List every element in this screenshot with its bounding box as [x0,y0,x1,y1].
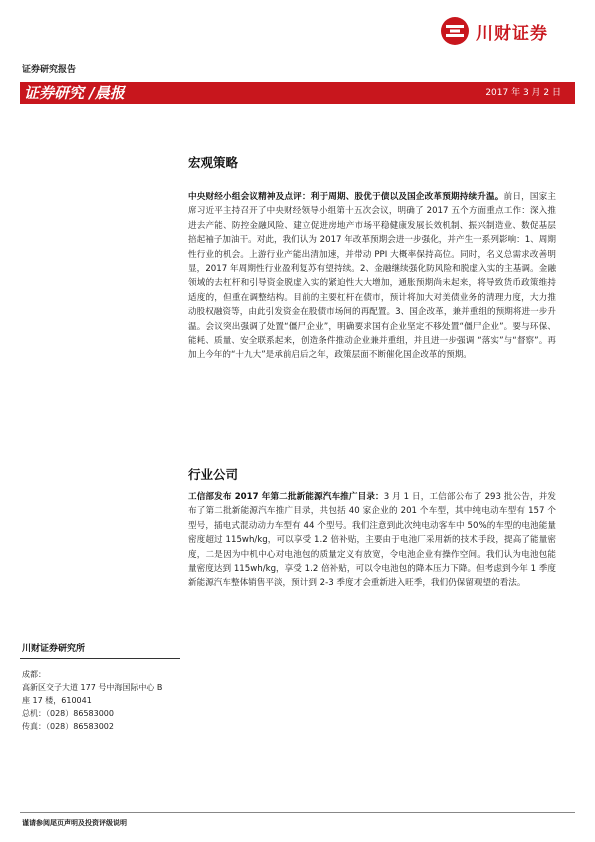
industry-body: 3 月 1 日，工信部公布了 293 批公告，并发布了第二批新能源汽车推广目录，共包括 40 家企业的 201 个车型，其中纯电动车型有 157 个型号，插电式混动动力车型有 44 个型号。我们注意到此次纯电动客车中 50%的车型的电池能量密度超过 115wh/kg，可以享受 1.2 倍补贴，主要由于电池厂采用新的技术手段，提高了能量密度，二是因为中机中心对电池包的质量定义有放宽，令电池企业有操作空间。我们认为电池包能量密度达到 115wh/kg，享受 1.2 倍补贴，可以令电池包的降本压力下降。但考虑到今年 1 季度新能源汽车整体销售平淡，预计到 2-3 季度才会重新进入旺季，我们仍保留观望的看法。 [188,492,556,589]
brand-name: 川财证券 [476,23,548,44]
fax-number: 传真：（028）86583002 [22,722,114,731]
section-heading-industry: 行业公司 [188,467,239,482]
footer-divider [20,812,575,813]
banner-title: 证券研究 /晨报 [24,84,125,102]
document-type: 证券研究报告 [22,65,77,75]
footer-disclaimer: 谨请参阅尾页声明及投资评级说明 [22,819,127,827]
report-banner [20,82,575,104]
address-line-2: 座 17 楼，610041 [22,696,92,705]
institute-title: 川财证券研究所 [22,644,86,654]
institute-address-block [22,668,162,733]
report-date: 2017 年 3 月 2 日 [485,88,561,98]
macro-lead: 中央财经小组会议精神及点评：利于周期、股优于债以及国企改革预期持续升温。 [188,192,504,202]
brand-logo [440,14,580,48]
macro-paragraph [188,190,556,363]
address-line-1: 高新区交子大道 177 号中海国际中心 B [22,683,163,692]
industry-lead: 工信部发布 2017 年第二批新能源汽车推广目录： [188,492,384,502]
address-city: 成都： [22,670,46,679]
industry-paragraph [188,490,556,591]
section-heading-macro: 宏观策略 [188,155,239,170]
macro-body: 前日，国家主席习近平主持召开了中央财经领导小组第十五次会议，明确了 2017 五个方面重点工作：深入推进去产能、防控金融风险、建立促进房地产市场平稳健康发展长效机制、振兴制造业、数促基层掊起袖子加油干。对此，我们认为 2017 年改革预期会进一步强化，并产生一系列影响：1、周期性行业的机会。上游行业产能出清加速，并带动 PPI 大概率保持高位。同时，名义总需求改善明显，2017 年周期性行业盈利复苏有望持续。2、金融继续强化防风险和脱虚入实的主基调。金融领域的去杠杆和引导资金脱虚入实的紧迫性大大增加，通胀预期尚未起来，将导致货币政策维持适度的，但重在调整结构。目前的主要杠杆在债市，预计将加大对美债业务的清理力度，大力推动股权融资等，由此引发资金在股债市场间的再配置。3、国企改革，兼并重组的预期将进一步升温。会议突出强调了处置“僵尸企业”，明确要求国有企业坚定不移处置“僵尸企业”。要与环保、能耗、质量、安全联系起来，创造条件推动企业兼并重组，并且进一步强调 “落实”与“督察”。再加上今年的“十九大”是承前启后之年，政策层面不断催化国企改革的预期。 [188,192,556,361]
phone-number: 总机：（028）86583000 [22,709,114,718]
institute-divider [20,658,180,659]
brand-logo-icon [440,16,470,46]
